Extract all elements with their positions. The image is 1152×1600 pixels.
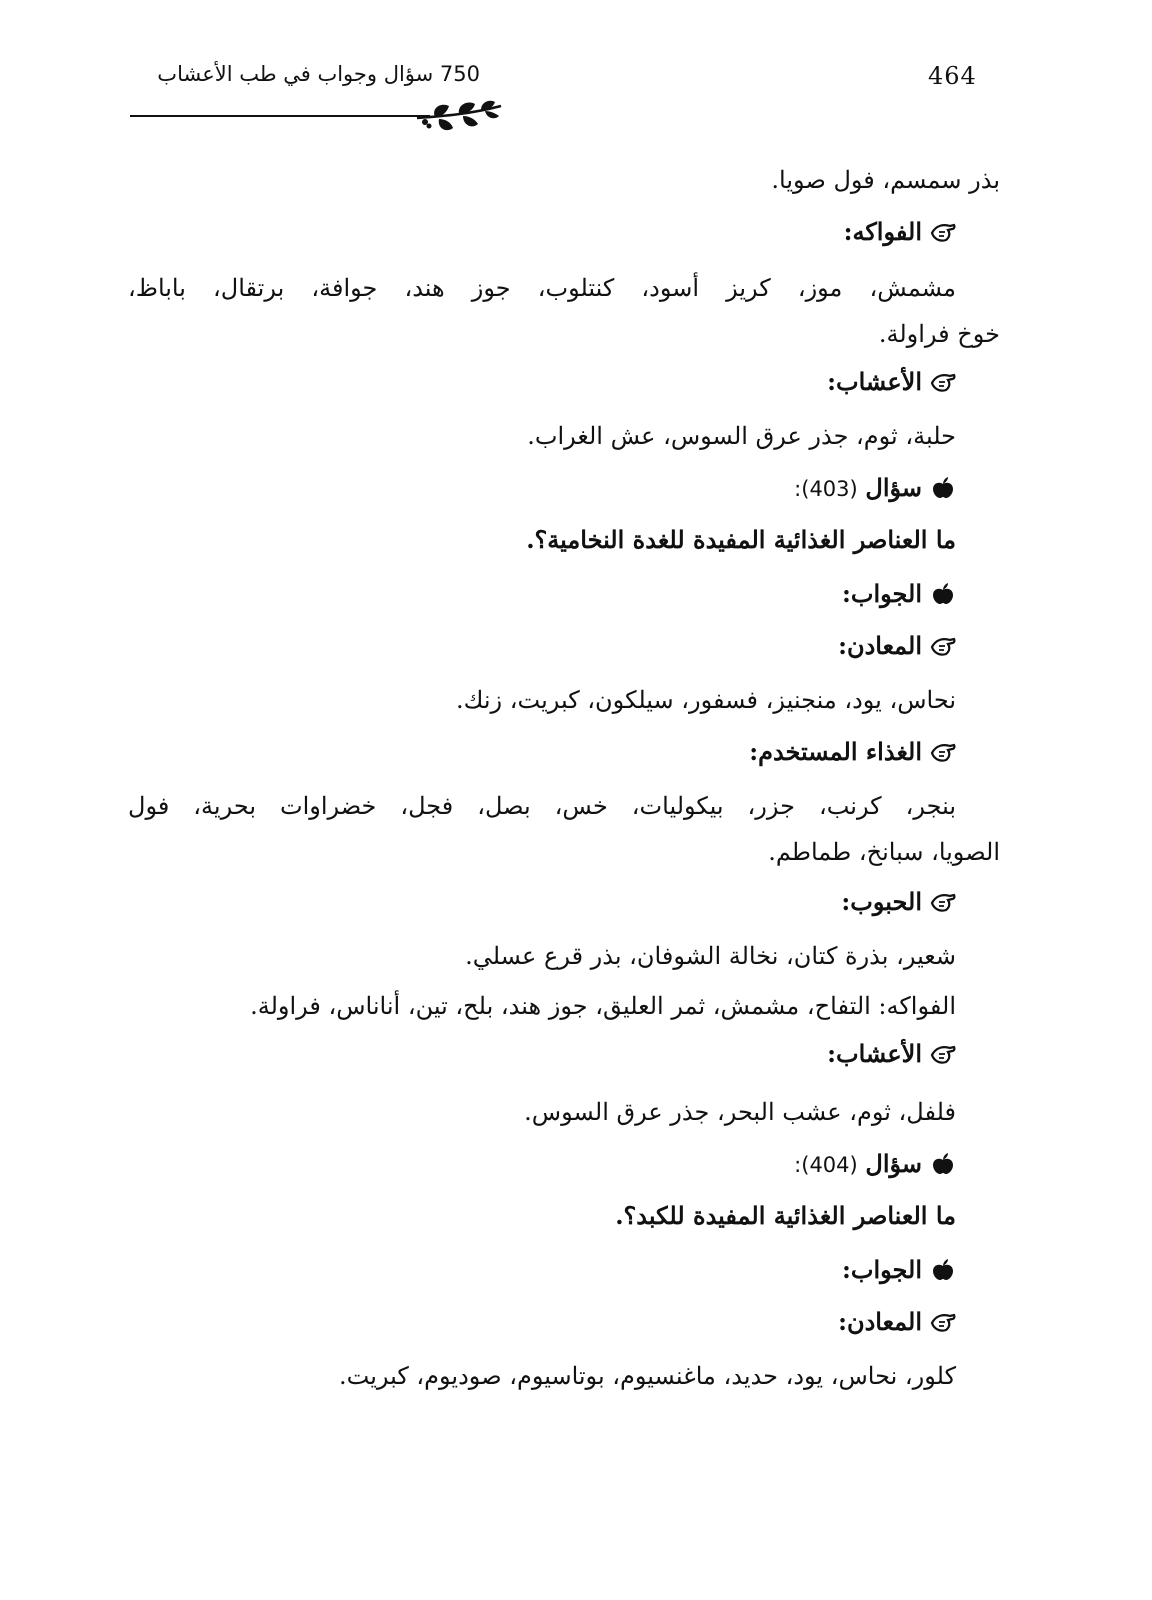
text-line: فلفل، ثوم، عشب البحر، جذر عرق السوس. [524,1098,956,1126]
question-heading [794,1150,956,1179]
hand-pointer-icon [930,221,956,243]
section-heading [838,632,956,661]
leaf-branch-ornament-icon [415,98,503,136]
hand-pointer-icon [930,1311,956,1333]
apple-icon [930,1259,956,1281]
section-heading-label: الأعشاب: [827,1039,922,1068]
question-label: سؤال [865,1149,922,1178]
question-text: ما العناصر الغذائية المفيدة للكبد؟. [615,1201,956,1230]
section-heading-label: الغذاء المستخدم: [749,737,922,766]
apple-icon [930,583,956,605]
section-heading-label: الفواكه: [843,217,922,246]
text-line: بنجر، كرنب، جزر، بيكوليات، خس، بصل، فجل، خضراوات بحرية، فول [128,792,956,820]
question-label: سؤال [865,473,922,502]
text-line: مشمش، موز، كريز أسود، كنتلوب، جوز هند، جوافة، برتقال، باباظ، [128,274,956,302]
hand-pointer-icon [930,635,956,657]
section-heading-label: الأعشاب: [827,367,922,396]
answer-heading [842,1256,956,1285]
question-heading [794,474,956,503]
question-number: (404): [794,1153,858,1177]
text-line: كلور، نحاس، يود، حديد، ماغنسيوم، بوتاسيوم، صوديوم، كبريت. [339,1362,956,1390]
text-line: الفواكه: التفاح، مشمش، ثمر العليق، جوز هند، بلح، تين، أناناس، فراولة. [250,992,956,1020]
apple-icon [930,477,956,499]
text-line: الصويا، سبانخ، طماطم. [768,838,1000,866]
text-line: حلبة، ثوم، جذر عرق السوس، عش الغراب. [527,422,956,450]
text-line: بذر سمسم، فول صويا. [771,166,1000,194]
text-line: نحاس، يود، منجنيز، فسفور، سيلكون، كبريت، زنك. [456,686,956,714]
section-heading [841,888,956,917]
section-heading [838,1308,956,1337]
answer-label: الجواب: [842,1255,922,1284]
answer-label: الجواب: [842,579,922,608]
header-rule [130,115,430,117]
apple-icon [930,1153,956,1175]
section-heading [749,738,956,767]
book-title: 750 سؤال وجواب في طب الأعشاب [157,62,480,86]
hand-pointer-icon [930,891,956,913]
text-line: شعير، بذرة كتان، نخالة الشوفان، بذر قرع عسلي. [465,942,956,970]
text-line: خوخ فراولة. [878,320,1000,348]
section-heading-label: المعادن: [838,1307,922,1336]
answer-heading [842,580,956,609]
hand-pointer-icon [930,741,956,763]
section-heading [827,368,956,397]
question-text: ما العناصر الغذائية المفيدة للغدة النخامية؟. [526,525,956,554]
section-heading [844,218,956,247]
hand-pointer-icon [930,1043,956,1065]
section-heading-label: المعادن: [838,631,922,660]
hand-pointer-icon [930,371,956,393]
question-number: (403): [794,477,858,501]
page-number: 464 [928,62,977,90]
section-heading [827,1040,956,1069]
section-heading-label: الحبوب: [841,887,922,916]
